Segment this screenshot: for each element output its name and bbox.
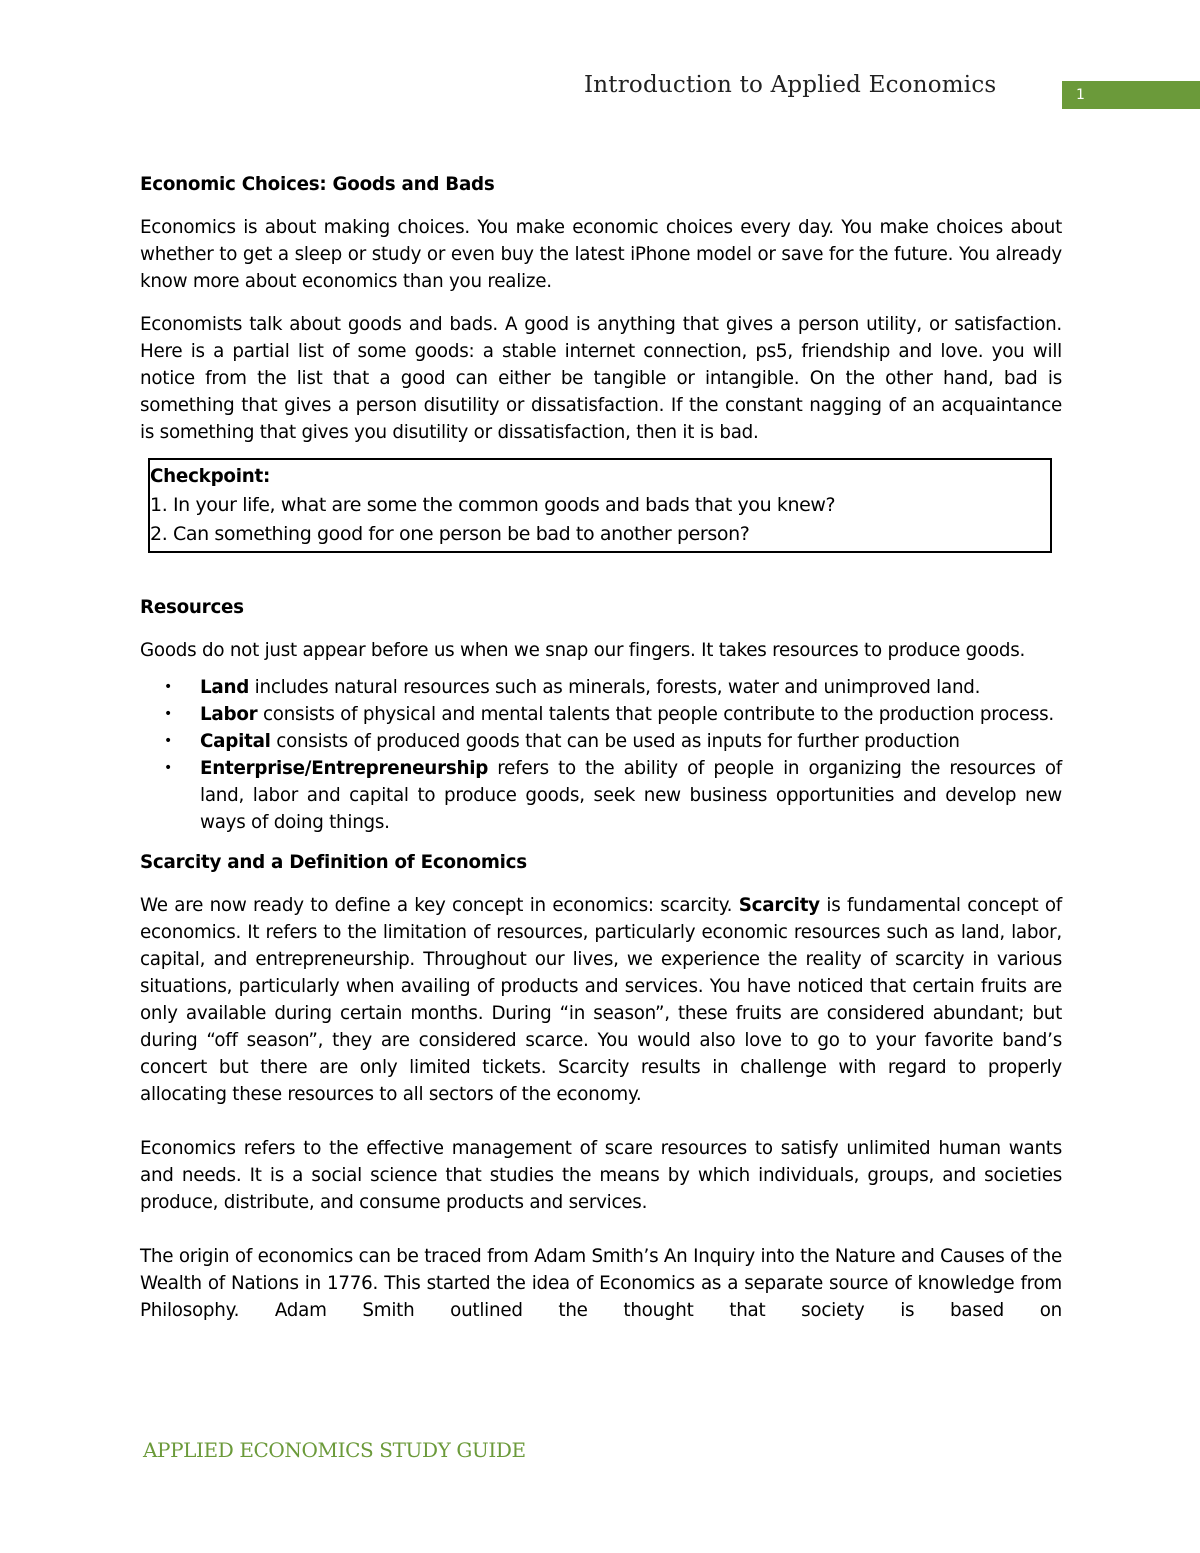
section-heading-economic-choices: Economic Choices: Goods and Bads [140,174,495,195]
checkpoint-question: 2. Can something good for one person be bad to another person? [150,523,750,545]
checkpoint-title: Checkpoint: [150,466,271,487]
section-heading-scarcity: Scarcity and a Definition of Economics [140,852,527,873]
list-item-term: Labor [200,704,258,725]
paragraph: Economics refers to the effective management of scare resources to satisfy unlimited human wants and needs. It is a social science that studies the means by which individuals, groups, and societies produce, distribute, and consume products and services. [140,1138,1062,1213]
bullet-icon: • [164,733,173,749]
paragraph: Economics is about making choices. You make economic choices every day. You make choices about whether to get a sleep or study or even buy the latest iPhone model or save for the future. You already know more about economics than you realize. [140,217,1062,292]
document-body [140,170,1062,1340]
page-number-tab: 1 [1062,81,1200,109]
list-item-term: Land [200,677,250,698]
bullet-icon: • [164,760,173,776]
checkpoint-box [148,458,1052,553]
list-item-text: includes natural resources such as minerals, forests, water and unimproved land. [249,677,981,698]
list-item-text: refers to the ability of people in organizing the resources of land, labor and capital to produce goods, seek new business opportunities and develop new ways of doing things. [200,758,1062,833]
list-item [140,674,1062,701]
resources-list [140,674,1062,836]
checkpoint-question: 1. In your life, what are some the common goods and bads that you knew? [150,494,836,516]
list-item-text: consists of physical and mental talents that people contribute to the production process. [257,704,1054,725]
paragraph: Goods do not just appear before us when we snap our fingers. It takes resources to produce goods. [140,640,1026,661]
list-item [140,701,1062,728]
header-title: Introduction to Applied Economics [584,72,997,98]
list-item [140,755,1062,836]
paragraph-term: Scarcity [738,895,820,916]
bullet-icon: • [164,679,173,695]
paragraph: Economists talk about goods and bads. A good is anything that gives a person utility, or satisfaction. Here is a partial list of some goods: a stable internet connection, ps5, friendship and love. you will notice from the list that a good can either be tangible or intangible. On the other hand, bad is something that gives a person disutility or dissatisfaction. If the constant nagging of an acquaintance is something that gives you disutility or dissatisfaction, then it is bad. [140,314,1062,443]
section-heading-resources: Resources [140,597,244,618]
bullet-icon: • [164,706,173,722]
list-item [140,728,1062,755]
paragraph: The origin of economics can be traced from Adam Smith’s An Inquiry into the Nature and Causes of the Wealth of Nations in 1776. This started the idea of Economics as a separate source of knowledge from Philosophy. Adam Smith outlined the thought that society is based on [140,1246,1062,1321]
list-item-text: consists of produced goods that can be used as inputs for further production [270,731,960,752]
list-item-term: Capital [200,731,271,752]
footer-text: APPLIED ECONOMICS STUDY GUIDE [143,1438,526,1462]
paragraph [140,892,1062,1108]
paragraph-text: We are now ready to define a key concept in economics: scarcity. [140,895,739,916]
paragraph-text: is fundamental concept of economics. It refers to the limitation of resources, particularly economic resources such as land, labor, capital, and entrepreneurship. Throughout our lives, we experience the reality of scarcity in various situations, particularly when availing of products and services. You have noticed that certain fruits are only available during certain months. During “in season”, these fruits are considered abundant; but during “off season”, they are considered scarce. You would also love to go to your favorite band’s concert but there are only limited tickets. Scarcity results in challenge with regard to properly allocating these resources to all sectors of the economy. [140,895,1062,1105]
list-item-term: Enterprise/Entrepreneurship [200,758,489,779]
